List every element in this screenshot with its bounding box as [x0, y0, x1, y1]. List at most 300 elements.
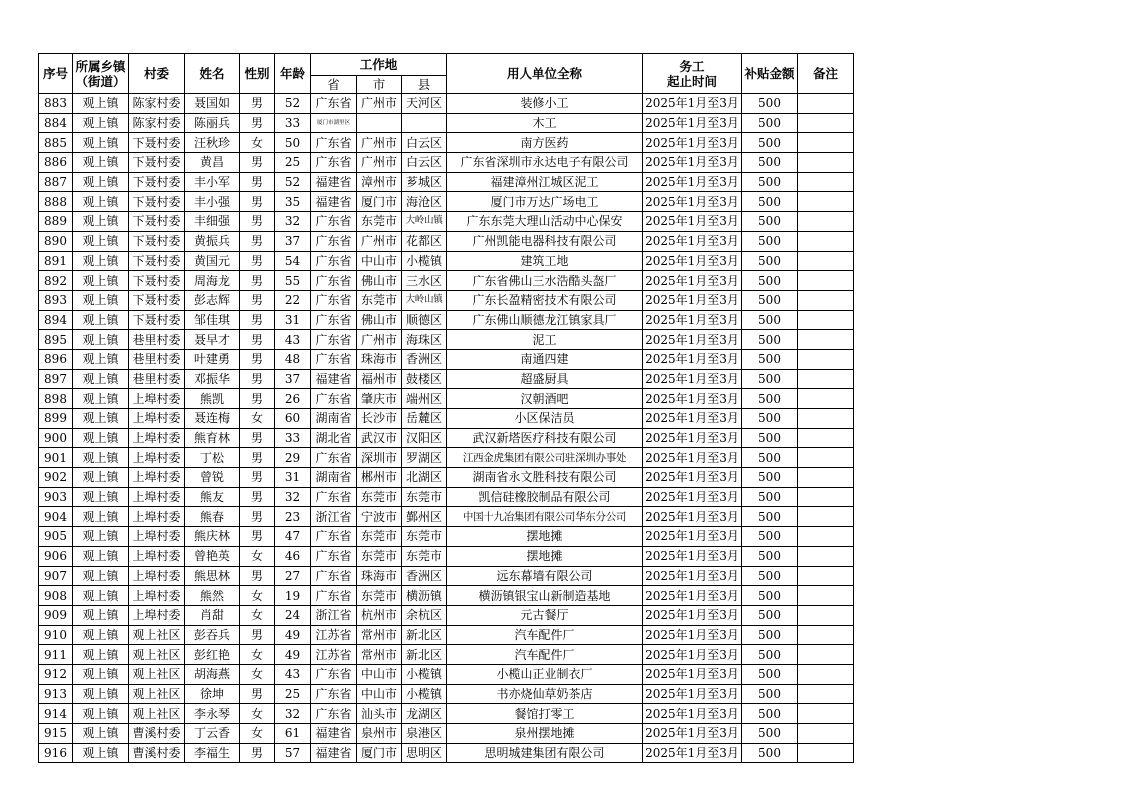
cell-gender: 女: [240, 133, 275, 153]
cell-name: 胡海燕: [185, 664, 240, 684]
cell-name: 邓振华: [185, 369, 240, 389]
cell-county: 汉阳区: [402, 428, 447, 448]
cell-period: 2025年1月至3月: [643, 487, 742, 507]
cell-amount: 500: [742, 231, 798, 251]
cell-amount: 500: [742, 487, 798, 507]
cell-period: 2025年1月至3月: [643, 428, 742, 448]
cell-employer: 广东长盈精密技术有限公司: [447, 290, 643, 310]
cell-remark: [798, 349, 854, 369]
cell-seq: 913: [39, 684, 73, 704]
cell-seq: 907: [39, 566, 73, 586]
cell-age: 25: [275, 153, 311, 173]
cell-remark: [798, 192, 854, 212]
cell-age: 47: [275, 527, 311, 547]
cell-employer: 建筑工地: [447, 251, 643, 271]
cell-remark: [798, 409, 854, 429]
cell-prov: 广东省: [311, 664, 357, 684]
table-row: [39, 527, 854, 547]
table-row: [39, 271, 854, 291]
cell-county: 芗城区: [402, 172, 447, 192]
table-row: [39, 290, 854, 310]
table-row: [39, 704, 854, 724]
cell-age: 52: [275, 94, 311, 114]
cell-county: 花都区: [402, 231, 447, 251]
cell-gender: 女: [240, 586, 275, 606]
cell-county: 大岭山镇: [402, 212, 447, 232]
cell-town: 观上镇: [73, 724, 129, 744]
table-row: [39, 586, 854, 606]
cell-prov: 江苏省: [311, 645, 357, 665]
cell-employer: 武汉新塔医疗科技有限公司: [447, 428, 643, 448]
header-seq: 序号: [39, 54, 73, 94]
cell-seq: 897: [39, 369, 73, 389]
table-row: [39, 507, 854, 527]
cell-name: 熊然: [185, 586, 240, 606]
cell-county: 鄞州区: [402, 507, 447, 527]
cell-seq: 892: [39, 271, 73, 291]
cell-remark: [798, 546, 854, 566]
cell-period: 2025年1月至3月: [643, 369, 742, 389]
cell-name: 黄国元: [185, 251, 240, 271]
cell-seq: 896: [39, 349, 73, 369]
cell-age: 57: [275, 743, 311, 763]
cell-amount: 500: [742, 704, 798, 724]
cell-gender: 男: [240, 487, 275, 507]
cell-village: 下聂村委: [129, 231, 185, 251]
cell-period: 2025年1月至3月: [643, 349, 742, 369]
cell-county: 端州区: [402, 389, 447, 409]
cell-town: 观上镇: [73, 645, 129, 665]
cell-age: 24: [275, 605, 311, 625]
cell-seq: 891: [39, 251, 73, 271]
cell-prov: 福建省: [311, 369, 357, 389]
cell-county: 新北区: [402, 645, 447, 665]
cell-remark: [798, 724, 854, 744]
table-row: [39, 487, 854, 507]
cell-village: 上埠村委: [129, 468, 185, 488]
cell-city: 宁波市: [357, 507, 402, 527]
cell-employer: 装修小工: [447, 94, 643, 114]
cell-employer: 泉州摆地摊: [447, 724, 643, 744]
cell-name: 丁松: [185, 448, 240, 468]
cell-prov: 湖南省: [311, 468, 357, 488]
cell-period: 2025年1月至3月: [643, 290, 742, 310]
cell-remark: [798, 271, 854, 291]
cell-city: 常州市: [357, 645, 402, 665]
cell-name: 熊育林: [185, 428, 240, 448]
cell-period: 2025年1月至3月: [643, 724, 742, 744]
cell-prov: 江苏省: [311, 625, 357, 645]
cell-age: 35: [275, 192, 311, 212]
cell-village: 下聂村委: [129, 310, 185, 330]
cell-period: 2025年1月至3月: [643, 153, 742, 173]
cell-seq: 914: [39, 704, 73, 724]
cell-amount: 500: [742, 566, 798, 586]
cell-remark: [798, 487, 854, 507]
cell-amount: 500: [742, 271, 798, 291]
cell-employer: 南通四建: [447, 349, 643, 369]
table-row: [39, 546, 854, 566]
cell-employer: 汉朝酒吧: [447, 389, 643, 409]
cell-prov: 厦门市湖里区: [311, 113, 357, 133]
cell-city: 深圳市: [357, 448, 402, 468]
cell-seq: 916: [39, 743, 73, 763]
cell-city: 厦门市: [357, 743, 402, 763]
cell-county: 顺德区: [402, 310, 447, 330]
cell-age: 48: [275, 349, 311, 369]
cell-name: 彭红艳: [185, 645, 240, 665]
cell-gender: 男: [240, 369, 275, 389]
cell-period: 2025年1月至3月: [643, 330, 742, 350]
cell-prov: 广东省: [311, 94, 357, 114]
cell-prov: 广东省: [311, 546, 357, 566]
cell-prov: 广东省: [311, 290, 357, 310]
cell-town: 观上镇: [73, 349, 129, 369]
cell-employer: 餐馆打零工: [447, 704, 643, 724]
header-province: 省: [311, 76, 357, 94]
cell-city: 中山市: [357, 664, 402, 684]
cell-village: 曹溪村委: [129, 743, 185, 763]
cell-amount: 500: [742, 330, 798, 350]
cell-city: 广州市: [357, 330, 402, 350]
cell-town: 观上镇: [73, 448, 129, 468]
cell-employer: 小榄山正业制衣厂: [447, 664, 643, 684]
cell-remark: [798, 645, 854, 665]
cell-period: 2025年1月至3月: [643, 310, 742, 330]
cell-town: 观上镇: [73, 310, 129, 330]
cell-employer: 广州凯能电器科技有限公司: [447, 231, 643, 251]
cell-seq: 911: [39, 645, 73, 665]
cell-gender: 男: [240, 330, 275, 350]
cell-age: 43: [275, 330, 311, 350]
cell-gender: 男: [240, 290, 275, 310]
header-name: 姓名: [185, 54, 240, 94]
cell-name: 肖甜: [185, 605, 240, 625]
table-row: [39, 212, 854, 232]
cell-name: 邹佳琪: [185, 310, 240, 330]
cell-age: 49: [275, 625, 311, 645]
cell-age: 50: [275, 133, 311, 153]
cell-remark: [798, 231, 854, 251]
cell-city: 武汉市: [357, 428, 402, 448]
cell-period: 2025年1月至3月: [643, 212, 742, 232]
cell-village: 下聂村委: [129, 133, 185, 153]
header-township-line1: 所属乡镇: [75, 58, 126, 74]
table-row: [39, 605, 854, 625]
table-row: [39, 409, 854, 429]
cell-employer: 泥工: [447, 330, 643, 350]
header-county: 县: [402, 76, 447, 94]
cell-prov: 浙江省: [311, 507, 357, 527]
cell-age: 52: [275, 172, 311, 192]
cell-age: 61: [275, 724, 311, 744]
cell-city: 厦门市: [357, 192, 402, 212]
cell-seq: 901: [39, 448, 73, 468]
cell-prov: 广东省: [311, 389, 357, 409]
cell-town: 观上镇: [73, 369, 129, 389]
cell-amount: 500: [742, 428, 798, 448]
table-row: [39, 310, 854, 330]
cell-amount: 500: [742, 133, 798, 153]
cell-period: 2025年1月至3月: [643, 468, 742, 488]
cell-name: 曾锐: [185, 468, 240, 488]
cell-city: 郴州市: [357, 468, 402, 488]
cell-amount: 500: [742, 546, 798, 566]
cell-amount: 500: [742, 645, 798, 665]
cell-village: 陈家村委: [129, 94, 185, 114]
cell-age: 33: [275, 428, 311, 448]
cell-amount: 500: [742, 113, 798, 133]
cell-county: 泉港区: [402, 724, 447, 744]
table-row: [39, 349, 854, 369]
cell-age: 32: [275, 487, 311, 507]
cell-amount: 500: [742, 153, 798, 173]
cell-city: [357, 113, 402, 133]
table-row: [39, 172, 854, 192]
cell-age: 19: [275, 586, 311, 606]
cell-seq: 883: [39, 94, 73, 114]
cell-period: 2025年1月至3月: [643, 251, 742, 271]
cell-period: 2025年1月至3月: [643, 605, 742, 625]
cell-gender: 女: [240, 645, 275, 665]
header-subsidy: 补贴金额: [742, 54, 798, 94]
cell-prov: 广东省: [311, 310, 357, 330]
cell-age: 33: [275, 113, 311, 133]
cell-town: 观上镇: [73, 664, 129, 684]
table-body: [39, 94, 854, 763]
cell-city: 东莞市: [357, 546, 402, 566]
header-employer: 用人单位全称: [447, 54, 643, 94]
cell-county: 思明区: [402, 743, 447, 763]
table-row: [39, 448, 854, 468]
header-township: [73, 54, 129, 94]
cell-village: 下聂村委: [129, 271, 185, 291]
cell-village: 下聂村委: [129, 192, 185, 212]
cell-county: 东莞市: [402, 487, 447, 507]
table-row: [39, 664, 854, 684]
header-township-line2: （街道）: [75, 73, 126, 89]
table-row: [39, 625, 854, 645]
cell-town: 观上镇: [73, 389, 129, 409]
subsidy-table: [38, 53, 854, 763]
header-period: [643, 54, 742, 94]
cell-town: 观上镇: [73, 527, 129, 547]
cell-employer: 超盛厨具: [447, 369, 643, 389]
cell-age: 31: [275, 468, 311, 488]
cell-remark: [798, 586, 854, 606]
cell-city: 杭州市: [357, 605, 402, 625]
cell-county: 小榄镇: [402, 684, 447, 704]
cell-village: 观上社区: [129, 684, 185, 704]
cell-county: 海沧区: [402, 192, 447, 212]
cell-seq: 894: [39, 310, 73, 330]
cell-remark: [798, 704, 854, 724]
cell-prov: 广东省: [311, 349, 357, 369]
cell-county: 岳麓区: [402, 409, 447, 429]
cell-name: 熊凯: [185, 389, 240, 409]
cell-age: 37: [275, 231, 311, 251]
cell-county: 香洲区: [402, 349, 447, 369]
cell-gender: 男: [240, 212, 275, 232]
cell-employer: 厦门市万达广场电工: [447, 192, 643, 212]
cell-gender: 女: [240, 704, 275, 724]
cell-village: 观上社区: [129, 664, 185, 684]
cell-amount: 500: [742, 212, 798, 232]
table-row: [39, 133, 854, 153]
cell-county: 新北区: [402, 625, 447, 645]
cell-city: 东莞市: [357, 586, 402, 606]
cell-name: 黄振兵: [185, 231, 240, 251]
cell-name: 周海龙: [185, 271, 240, 291]
cell-prov: 广东省: [311, 231, 357, 251]
cell-gender: 女: [240, 664, 275, 684]
cell-prov: 广东省: [311, 212, 357, 232]
cell-gender: 男: [240, 428, 275, 448]
cell-village: 观上社区: [129, 625, 185, 645]
cell-town: 观上镇: [73, 113, 129, 133]
cell-age: 32: [275, 704, 311, 724]
cell-village: 观上社区: [129, 645, 185, 665]
table-row: [39, 428, 854, 448]
cell-period: 2025年1月至3月: [643, 566, 742, 586]
cell-amount: 500: [742, 290, 798, 310]
table-row: [39, 192, 854, 212]
cell-town: 观上镇: [73, 192, 129, 212]
cell-period: 2025年1月至3月: [643, 507, 742, 527]
cell-prov: 广东省: [311, 271, 357, 291]
cell-gender: 男: [240, 172, 275, 192]
cell-gender: 男: [240, 743, 275, 763]
cell-prov: 福建省: [311, 743, 357, 763]
cell-seq: 905: [39, 527, 73, 547]
table-row: [39, 94, 854, 114]
cell-county: 小榄镇: [402, 664, 447, 684]
cell-age: 43: [275, 664, 311, 684]
cell-remark: [798, 428, 854, 448]
cell-employer: 南方医药: [447, 133, 643, 153]
cell-period: 2025年1月至3月: [643, 625, 742, 645]
cell-remark: [798, 566, 854, 586]
cell-age: 54: [275, 251, 311, 271]
cell-employer: 汽车配件厂: [447, 625, 643, 645]
cell-village: 上埠村委: [129, 586, 185, 606]
cell-town: 观上镇: [73, 605, 129, 625]
cell-employer: 摆地摊: [447, 546, 643, 566]
cell-seq: 899: [39, 409, 73, 429]
header-period-line1: 务工: [679, 58, 705, 74]
cell-town: 观上镇: [73, 212, 129, 232]
table-header: [39, 54, 854, 94]
cell-name: 丰小强: [185, 192, 240, 212]
cell-town: 观上镇: [73, 231, 129, 251]
cell-period: 2025年1月至3月: [643, 409, 742, 429]
cell-amount: 500: [742, 605, 798, 625]
cell-name: 陈丽兵: [185, 113, 240, 133]
cell-gender: 女: [240, 409, 275, 429]
table-row: [39, 389, 854, 409]
cell-period: 2025年1月至3月: [643, 231, 742, 251]
cell-county: 龙湖区: [402, 704, 447, 724]
cell-city: 珠海市: [357, 566, 402, 586]
cell-employer: 元古餐厅: [447, 605, 643, 625]
cell-period: 2025年1月至3月: [643, 704, 742, 724]
cell-name: 聂早才: [185, 330, 240, 350]
cell-name: 熊庆林: [185, 527, 240, 547]
cell-county: 小榄镇: [402, 251, 447, 271]
table-row: [39, 369, 854, 389]
cell-town: 观上镇: [73, 546, 129, 566]
cell-village: 观上社区: [129, 704, 185, 724]
cell-remark: [798, 94, 854, 114]
cell-gender: 男: [240, 684, 275, 704]
cell-amount: 500: [742, 369, 798, 389]
cell-seq: 908: [39, 586, 73, 606]
cell-seq: 895: [39, 330, 73, 350]
cell-prov: 福建省: [311, 724, 357, 744]
cell-town: 观上镇: [73, 428, 129, 448]
cell-city: 珠海市: [357, 349, 402, 369]
cell-name: 李永琴: [185, 704, 240, 724]
cell-amount: 500: [742, 389, 798, 409]
cell-prov: 广东省: [311, 527, 357, 547]
header-gender: 性别: [240, 54, 275, 94]
cell-name: 丰细强: [185, 212, 240, 232]
cell-village: 上埠村委: [129, 487, 185, 507]
cell-gender: 男: [240, 566, 275, 586]
cell-remark: [798, 625, 854, 645]
cell-period: 2025年1月至3月: [643, 586, 742, 606]
cell-employer: 江西金虎集团有限公司驻深圳办事处: [447, 448, 643, 468]
cell-city: 中山市: [357, 251, 402, 271]
cell-city: 东莞市: [357, 527, 402, 547]
cell-village: 上埠村委: [129, 448, 185, 468]
cell-period: 2025年1月至3月: [643, 172, 742, 192]
table-row: [39, 724, 854, 744]
cell-amount: 500: [742, 94, 798, 114]
cell-town: 观上镇: [73, 684, 129, 704]
cell-county: 海珠区: [402, 330, 447, 350]
cell-gender: 男: [240, 192, 275, 212]
cell-prov: 广东省: [311, 330, 357, 350]
cell-seq: 906: [39, 546, 73, 566]
cell-town: 观上镇: [73, 271, 129, 291]
cell-village: 上埠村委: [129, 389, 185, 409]
cell-gender: 女: [240, 605, 275, 625]
cell-seq: 903: [39, 487, 73, 507]
cell-town: 观上镇: [73, 704, 129, 724]
cell-name: 熊春: [185, 507, 240, 527]
cell-employer: 中国十九冶集团有限公司华东分公司: [447, 507, 643, 527]
cell-employer: 木工: [447, 113, 643, 133]
cell-prov: 福建省: [311, 172, 357, 192]
cell-seq: 886: [39, 153, 73, 173]
cell-employer: 小区保洁员: [447, 409, 643, 429]
cell-employer: 汽车配件厂: [447, 645, 643, 665]
cell-name: 汪秋珍: [185, 133, 240, 153]
cell-prov: 广东省: [311, 566, 357, 586]
cell-name: 聂连梅: [185, 409, 240, 429]
cell-gender: 男: [240, 389, 275, 409]
table-row: [39, 645, 854, 665]
cell-seq: 910: [39, 625, 73, 645]
cell-prov: 广东省: [311, 153, 357, 173]
cell-name: 熊思林: [185, 566, 240, 586]
cell-county: 东莞市: [402, 527, 447, 547]
cell-name: 聂国如: [185, 94, 240, 114]
cell-remark: [798, 133, 854, 153]
cell-amount: 500: [742, 664, 798, 684]
cell-amount: 500: [742, 448, 798, 468]
